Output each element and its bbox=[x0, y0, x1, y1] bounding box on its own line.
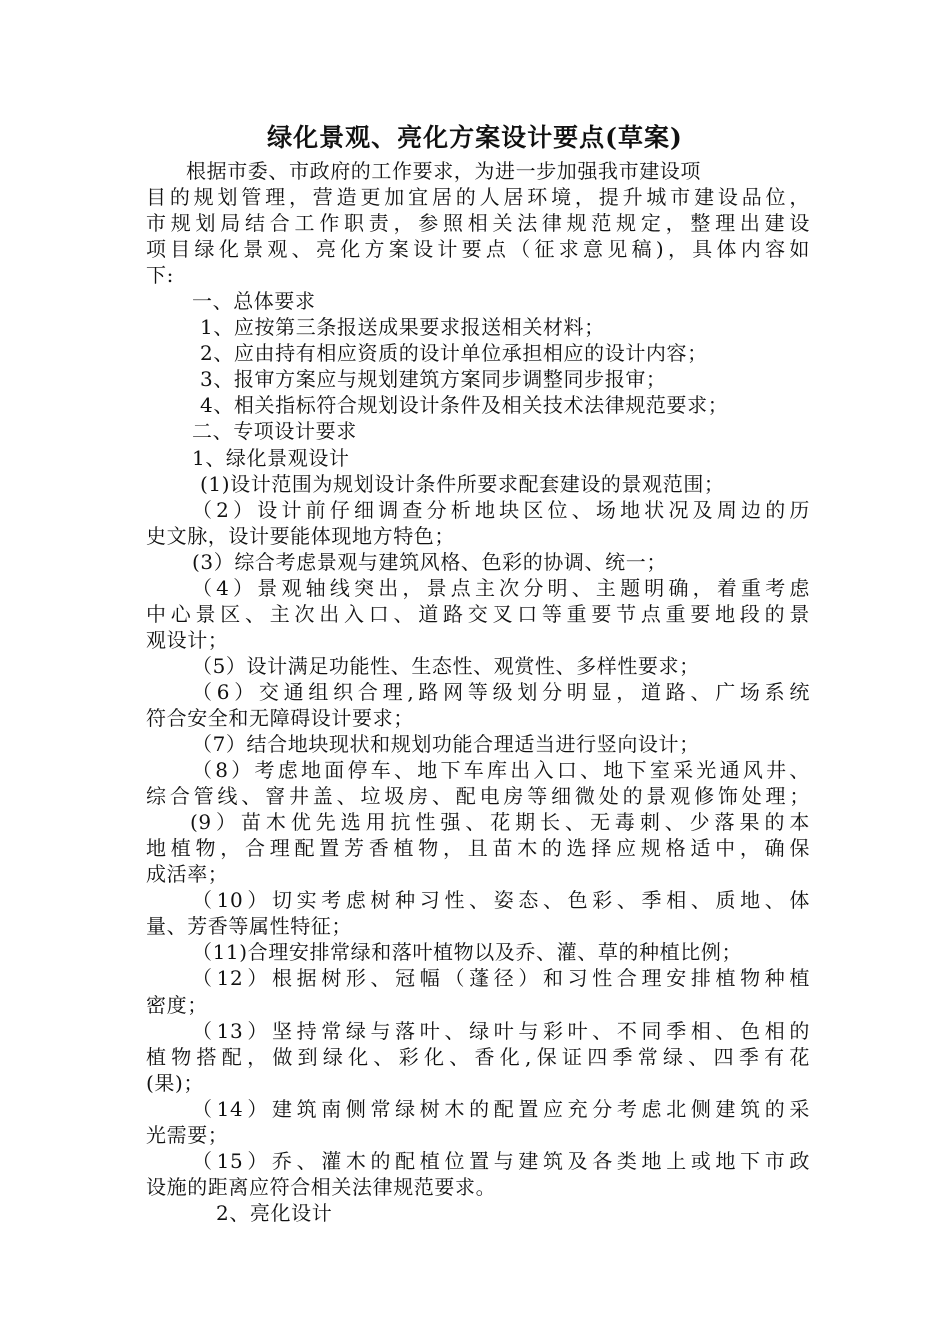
paragraph-line: 设施的距离应符合相关法律规范要求。 bbox=[146, 1174, 497, 1199]
list-item: （13）坚持常绿与落叶、绿叶与彩叶、不同季相、色相的 bbox=[192, 1018, 810, 1043]
paragraph-line: 密度； bbox=[146, 992, 208, 1017]
paragraph-line: 成活率； bbox=[146, 862, 229, 887]
paragraph-line: 光需要； bbox=[146, 1122, 229, 1147]
list-item: （12）根据树形、冠幅（蓬径）和习性合理安排植物种植 bbox=[192, 966, 810, 991]
document-body bbox=[146, 158, 810, 1226]
paragraph-line: 史文脉，设计要能体现地方特色； bbox=[146, 523, 455, 548]
subsection-heading: 2、亮化设计 bbox=[216, 1200, 333, 1225]
list-item: 2、应由持有相应资质的设计单位承担相应的设计内容； bbox=[200, 341, 708, 366]
paragraph-line: 植物搭配，做到绿化、彩化、香化,保证四季常绿、四季有花 bbox=[146, 1044, 810, 1069]
list-item: （15）乔、灌木的配植位置与建筑及各类地上或地下市政 bbox=[192, 1148, 810, 1173]
list-item: 1、应按第三条报送成果要求报送相关材料； bbox=[200, 315, 605, 340]
paragraph-line: 量、芳香等属性特征； bbox=[146, 914, 352, 939]
list-item: （8）考虑地面停车、地下车库出入口、地下室采光通风井、 bbox=[192, 758, 810, 783]
list-item: （6）交通组织合理,路网等级划分明显，道路、广场系统 bbox=[192, 679, 810, 704]
list-item: （7）结合地块现状和规划功能合理适当进行竖向设计； bbox=[192, 732, 700, 757]
paragraph-line: 项目绿化景观、亮化方案设计要点（征求意见稿)，具体内容如 bbox=[146, 237, 810, 262]
paragraph-line: 中心景区、主次出入口、道路交叉口等重要节点重要地段的景 bbox=[146, 601, 810, 626]
subsection-heading: 1、绿化景观设计 bbox=[192, 445, 350, 470]
list-item: （2）设计前仔细调查分析地块区位、场地状况及周边的历 bbox=[192, 497, 810, 522]
section-heading: 二、专项设计要求 bbox=[192, 419, 357, 444]
paragraph-line: 地植物，合理配置芳香植物，且苗木的选择应规格适中，确保 bbox=[146, 836, 810, 861]
paragraph-line: 根据市委、市政府的工作要求，为进一步加强我市建设项 bbox=[186, 159, 701, 183]
section-heading: 一、总体要求 bbox=[192, 289, 316, 314]
paragraph-line: 符合安全和无障碍设计要求； bbox=[146, 705, 414, 730]
list-item: 4、相关指标符合规划设计条件及相关技术法律规范要求； bbox=[200, 393, 729, 418]
paragraph-line: 目的规划管理，营造更加宜居的人居环境，提升城市建设品位， bbox=[146, 185, 810, 210]
paragraph-line: 观设计； bbox=[146, 627, 229, 652]
list-item: （14）建筑南侧常绿树木的配置应充分考虑北侧建筑的采 bbox=[192, 1096, 810, 1121]
document-title: 绿化景观、亮化方案设计要点(草案) bbox=[267, 123, 683, 152]
paragraph-line: 综合管线、窨井盖、垃圾房、配电房等细微处的景观修饰处理； bbox=[146, 784, 810, 809]
list-item: （4）景观轴线突出，景点主次分明、主题明确，着重考虑 bbox=[192, 575, 810, 600]
list-item: (1)设计范围为规划设计条件所要求配套建设的景观范围； bbox=[200, 471, 725, 496]
list-item: （11)合理安排常绿和落叶植物以及乔、灌、草的种植比例； bbox=[192, 940, 743, 965]
paragraph-line: 市规划局结合工作职责，参照相关法律规范规定，整理出建设 bbox=[146, 211, 810, 236]
list-item: (3）综合考虑景观与建筑风格、色彩的协调、统一； bbox=[192, 549, 667, 574]
paragraph-line: 下: bbox=[146, 263, 174, 288]
list-item: 3、报审方案应与规划建筑方案同步调整同步报审； bbox=[200, 367, 667, 392]
list-item: （5）设计满足功能性、生态性、观赏性、多样性要求； bbox=[192, 653, 700, 678]
list-item: (9）苗木优先选用抗性强、花期长、无毒刺、少落果的本 bbox=[190, 810, 810, 835]
paragraph-line: (果)； bbox=[146, 1070, 205, 1095]
list-item: （10）切实考虑树种习性、姿态、色彩、季相、质地、体 bbox=[192, 888, 810, 913]
